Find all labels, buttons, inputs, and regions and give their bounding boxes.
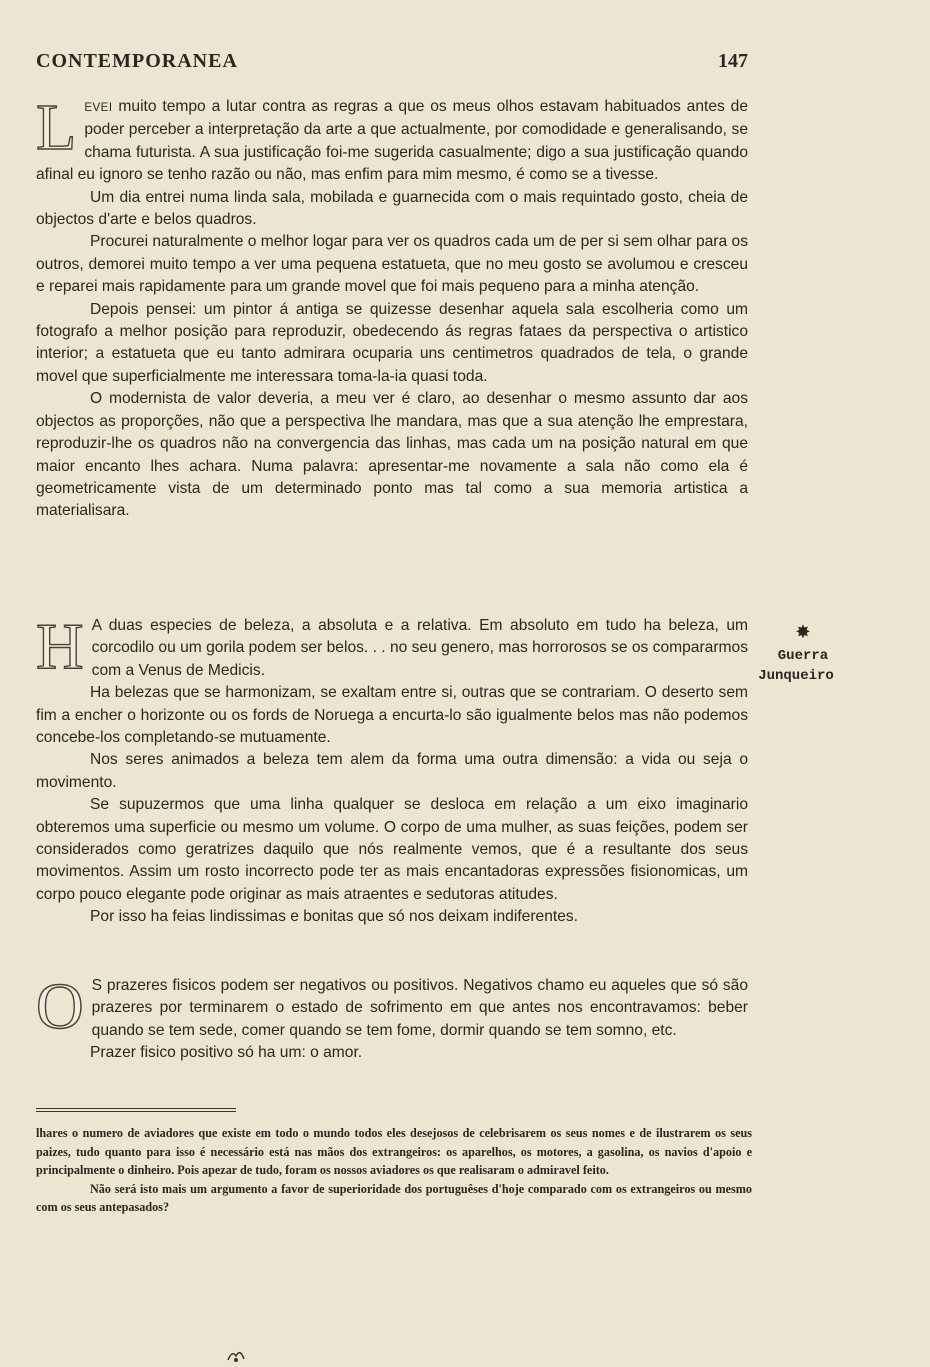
paragraph-text: prazeres fisicos podem ser negativos ou positivos. Negativos chamo eu aqueles que só são prazeres por terminarem o estado de sofrimento em que antes nos encontravamos: beber quando se tem sede, comer quando se tem fome, dormir quando se tem somno, etc. [91, 977, 748, 1039]
drop-cap: O [36, 970, 84, 1043]
paragraph-text: muito tempo a lutar contra as regras a que os meus olhos estavam habituados antes de poder perceber a interpretação da arte a que actualmente, por comodidade e generalisando, se chama futurista. A sua justificação foi-me sugerida casualmente; digo a sua justificação quando afinal eu ignoro se tenho razão ou não, mas enfim para mim mesmo, é como se a tivesse. [36, 98, 748, 184]
footnote-rule [36, 1108, 236, 1112]
section-3 [36, 970, 748, 1065]
margin-note-line: Guerra [777, 648, 829, 664]
paragraph [36, 970, 748, 1043]
drop-cap: H [36, 610, 84, 683]
paragraph: Depois pensei: um pintor á antiga se quizesse desenhar aquela sala escolheria como um fotografo a melhor posição para reproduzir, obedecendo ás regras fataes da perspectiva o artistico interior; a estatueta que eu tanto admirara ocuparia uns centimetros quadrados de tela, o grande movel que superficialmente me interessara toma-la-ia quasi toda. [36, 300, 748, 385]
first-word: EVEI [84, 102, 113, 114]
footnote-paragraph: lhares o numero de aviadores que existe em todo o mundo todos eles desejosos de celebrisarem os seus nomes e de ilustrarem os seus paizes, tudo quanto para isso é necessário está nas mãos dos extrangeiros: os aparelhos, os motores, a gasolina, os navios d'apoio e principalmente o dinheiro. Pois apezar de tudo, foram os nossos aviadores os que realisaram o admiravel feito. [36, 1126, 752, 1178]
paragraph: Nos seres animados a beleza tem alem da forma uma outra dimensão: a vida ou seja o movimento. [36, 751, 748, 791]
section-2 [36, 610, 748, 929]
star-icon: ✸ [795, 619, 811, 646]
paragraph [36, 610, 748, 683]
paragraph: Ha belezas que se harmonizam, se exaltam entre si, outras que se contrariam. O deserto sem fim a encher o horizonte ou os fords de Noruega a encurta-lo são igualmente belos mas não podemos concebe-los completando-se mutuamente. [36, 684, 748, 747]
paragraph: Procurei naturalmente o melhor logar para ver os quadros cada um de per si sem olhar para os outros, demorei muito tempo a ver uma pequena estatueta, que no meu gosto se avolumou e cresceu e reparei mais rapidamente para um grande movel que foi mais pequeno para a minha atenção. [36, 233, 748, 296]
first-word: A [91, 617, 102, 634]
margin-note-line: Junqueiro [758, 668, 834, 684]
margin-note [758, 620, 848, 686]
printer-ornament-icon [224, 1346, 248, 1364]
paragraph [36, 91, 748, 187]
page-number: 147 [718, 50, 748, 72]
paragraph: O modernista de valor deveria, a meu ver é claro, ao desenhar o mesmo assunto dar aos objectos as proporções, não que a perspectiva lhe mandara, mas que a sua atenção lhe emprestara, reproduzir-lhe os quadros não na convergencia das linhas, mas cada um na posição natural em que maior encanto lhes achara. Numa palavra: apresentar-me novamente a sala não como ela é geometricamente vista de um determinado ponto mas tal como a sua memoria artistica a materialisara. [36, 390, 748, 520]
first-word: S [91, 977, 103, 994]
paragraph: Prazer fisico positivo só ha um: o amor. [90, 1044, 363, 1062]
running-header [36, 50, 748, 76]
header-title: CONTEMPORANEA [36, 50, 238, 72]
paragraph: Se supuzermos que uma linha qualquer se desloca em relação a um eixo imaginario obteremos uma superficie ou mesmo um volume. O corpo de uma mulher, as suas feições, podem ser considerados como geratrizes daquilo que nós realmente vemos, que é a resultante dos seus movimentos. Assim um rosto incorrecto pode ter as mais encantadoras expressões fisionomicas, um corpo pouco elegante pode originar as mais atraentes e sedutoras atitudes. [36, 796, 748, 903]
footnote [36, 1124, 752, 1217]
drop-cap: L [36, 91, 77, 164]
paragraph-text: duas especies de beleza, a absoluta e a relativa. Em absoluto em tudo ha beleza, um corcodilo ou um gorila podem ser belos. . . no seu genero, mas horrorosos se os compararmos com a Venus de Medicis. [91, 617, 748, 679]
section-1 [36, 91, 748, 523]
paragraph: Por isso ha feias lindissimas e bonitas que só nos deixam indiferentes. [90, 908, 578, 926]
footnote-paragraph: Não será isto mais um argumento a favor de superioridade dos portuguêses d'hoje comparado com os extrangeiros ou mesmo com os seus antepasados? [36, 1181, 752, 1215]
paragraph: Um dia entrei numa linda sala, mobilada e guarnecida com o mais requintado gosto, cheia de objectos d'arte e belos quadros. [36, 188, 748, 229]
